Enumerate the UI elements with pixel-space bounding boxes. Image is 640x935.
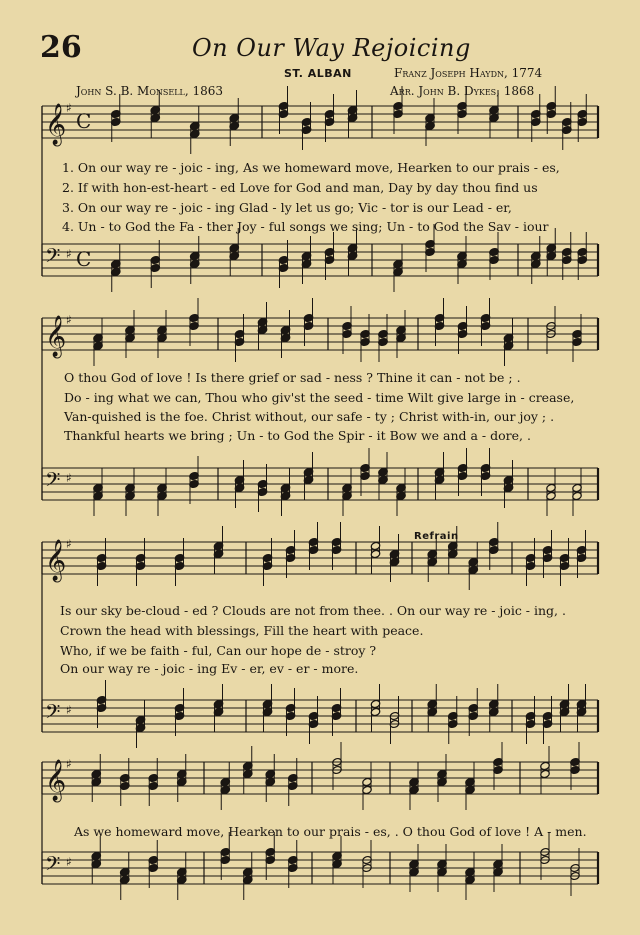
lyric-line: Thankful hearts we bring ; Un - to God the Spir - it Bow we and a - dore, . bbox=[64, 428, 531, 443]
author-credit: John S. B. Monsell, 1863 bbox=[76, 84, 223, 98]
arranger-credit: Arr. John B. Dykes, 1868 bbox=[390, 84, 535, 98]
lyric-line: 4. Un - to God the Fa - ther Joy - ful songs we sing; Un - to God the Sav - iour bbox=[62, 219, 549, 234]
tune-name: ST. ALBAN bbox=[284, 67, 352, 80]
treble-clef-icon: 𝄞 bbox=[45, 104, 67, 145]
bass-clef-icon: 𝄢 bbox=[45, 852, 61, 880]
sharp-icon: ♯ bbox=[66, 855, 72, 869]
treble-clef-icon: 𝄞 bbox=[45, 760, 67, 801]
lyric-line: Who, if we be faith - ful, Can our hope de - stroy ? bbox=[60, 643, 377, 658]
lyric-line: Do - ing what we can, Thou who giv'st the seed - time Wilt give large in - crease, bbox=[64, 390, 575, 405]
refrain-label: Refrain bbox=[414, 531, 459, 542]
treble-clef-icon: 𝄞 bbox=[45, 316, 67, 357]
lyric-line: 2. If with hon-est-heart - ed Love for God and man, Day by day thou find us bbox=[62, 180, 538, 195]
lyric-line: Crown the head with blessings, Fill the heart with peace. bbox=[60, 623, 424, 638]
sharp-icon: ♯ bbox=[66, 313, 72, 327]
common-time-icon: C bbox=[76, 109, 92, 133]
lyric-line: Is our sky be-cloud - ed ? Clouds are not from thee. . On our way re - joic - ing, . bbox=[60, 603, 566, 618]
bass-clef-icon: 𝄢 bbox=[45, 468, 61, 496]
sharp-icon: ♯ bbox=[66, 471, 72, 485]
lyric-line: 1. On our way re - joic - ing, As we homeward move, Hearken to our prais - es, bbox=[62, 160, 560, 175]
sharp-icon: ♯ bbox=[66, 247, 72, 261]
lyric-line: Van-quished is the foe. Christ without, our safe - ty ; Christ with-in, our joy ; . bbox=[64, 409, 555, 424]
bass-clef-icon: 𝄢 bbox=[45, 244, 61, 272]
lyric-line: 3. On our way re - joic - ing Glad - ly let us go; Vic - tor is our Lead - er, bbox=[62, 200, 512, 215]
treble-clef-icon: 𝄞 bbox=[45, 540, 67, 581]
bass-clef-icon: 𝄢 bbox=[45, 700, 61, 728]
lyric-line: As we homeward move, Hearken to our prais - es, . O thou God of love ! A - men. bbox=[74, 824, 587, 839]
sharp-icon: ♯ bbox=[66, 101, 72, 115]
lyric-line: On our way re - joic - ing Ev - er, ev - er - more. bbox=[60, 661, 359, 676]
sharp-icon: ♯ bbox=[66, 537, 72, 551]
sharp-icon: ♯ bbox=[66, 757, 72, 771]
common-time-icon: C bbox=[76, 247, 92, 271]
sharp-icon: ♯ bbox=[66, 703, 72, 717]
hymn-title: On Our Way Rejoicing bbox=[192, 34, 471, 62]
composer-credit: Franz Joseph Haydn, 1774 bbox=[394, 66, 543, 80]
page-number: 26 bbox=[40, 30, 82, 65]
lyric-line: O thou God of love ! Is there grief or sad - ness ? Thine it can - not be ; . bbox=[64, 370, 521, 385]
